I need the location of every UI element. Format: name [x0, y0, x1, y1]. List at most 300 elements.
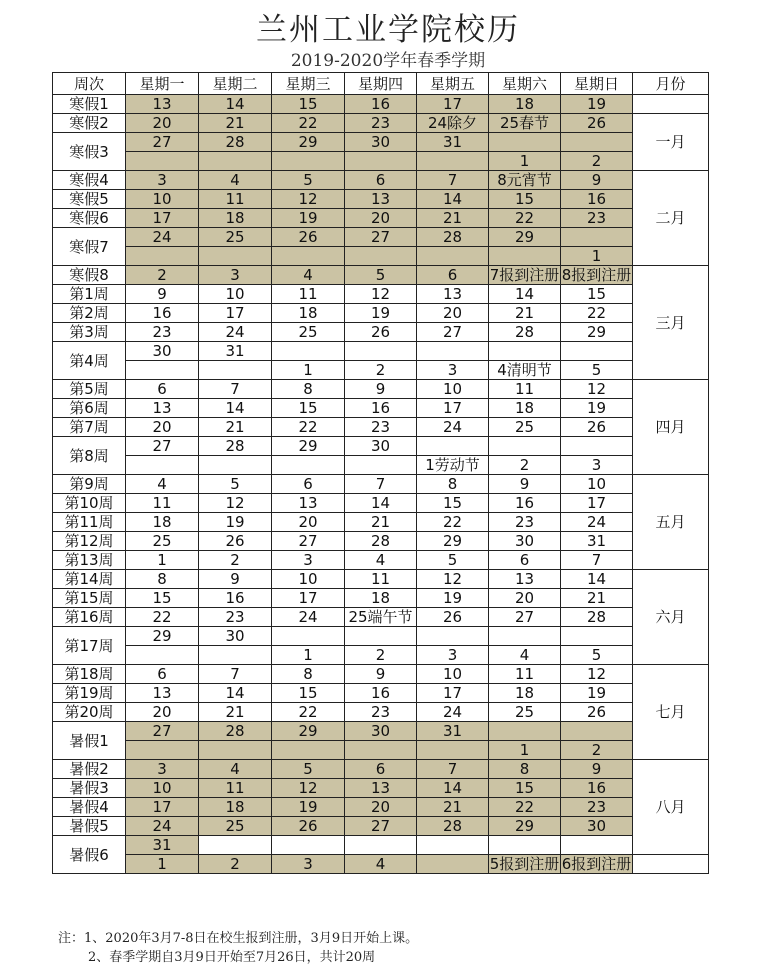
- table-row: [53, 532, 709, 551]
- day-cell: [417, 627, 489, 646]
- day-cell: 12: [199, 494, 272, 513]
- day-cell: 1: [561, 247, 633, 266]
- table-row: [53, 855, 709, 874]
- day-cell: 22: [489, 798, 561, 817]
- day-cell: 26: [199, 532, 272, 551]
- day-cell: 22: [272, 703, 345, 722]
- week-label: 第17周: [53, 627, 126, 665]
- day-cell: 13: [345, 190, 417, 209]
- table-row: [53, 589, 709, 608]
- note-2: 2、春季学期自3月9日开始至7月26日，共计20周: [88, 950, 376, 965]
- day-cell: 1劳动节: [417, 456, 489, 475]
- table-row: [53, 304, 709, 323]
- day-cell: 27: [417, 323, 489, 342]
- day-cell: 1: [126, 855, 199, 874]
- day-cell: 3: [561, 456, 633, 475]
- page-subtitle: 2019-2020学年春季学期: [290, 51, 486, 71]
- month-label: 八月: [633, 760, 709, 855]
- day-cell: 5: [272, 760, 345, 779]
- day-cell: 26: [561, 703, 633, 722]
- day-cell: 24: [272, 608, 345, 627]
- day-cell: 8: [489, 760, 561, 779]
- day-cell: 3: [417, 646, 489, 665]
- day-cell: 13: [126, 684, 199, 703]
- day-cell: 8: [272, 665, 345, 684]
- table-row: [53, 266, 709, 285]
- day-cell: 12: [272, 190, 345, 209]
- day-cell: 30: [345, 133, 417, 152]
- day-cell: 25: [126, 532, 199, 551]
- table-row: [53, 684, 709, 703]
- day-cell: 22: [272, 114, 345, 133]
- day-cell: [417, 437, 489, 456]
- day-cell: 20: [489, 589, 561, 608]
- day-cell: 13: [126, 95, 199, 114]
- day-cell: 9: [345, 665, 417, 684]
- header-week: 周次: [53, 73, 126, 95]
- table-row: [53, 570, 709, 589]
- day-cell: 20: [417, 304, 489, 323]
- week-label: 寒假7: [53, 228, 126, 266]
- week-label: 第19周: [53, 684, 126, 703]
- day-cell: 23: [561, 209, 633, 228]
- day-cell: 2: [489, 456, 561, 475]
- week-label: 第5周: [53, 380, 126, 399]
- table-row: [53, 399, 709, 418]
- day-cell: 28: [345, 532, 417, 551]
- week-label: 寒假1: [53, 95, 126, 114]
- day-cell: 4: [345, 855, 417, 874]
- day-cell: [561, 627, 633, 646]
- day-cell: 1: [272, 646, 345, 665]
- day-cell: 14: [489, 285, 561, 304]
- week-label: 寒假2: [53, 114, 126, 133]
- table-row: [53, 114, 709, 133]
- day-cell: 10: [272, 570, 345, 589]
- day-cell: 5报到注册: [489, 855, 560, 873]
- day-cell: 10: [417, 380, 489, 399]
- day-cell: 26: [561, 418, 633, 437]
- day-cell: 24: [199, 323, 272, 342]
- day-cell: [561, 836, 633, 855]
- day-cell: [417, 342, 489, 361]
- day-cell: 16: [489, 494, 561, 513]
- week-label: 第16周: [53, 608, 126, 627]
- day-cell: 28: [489, 323, 561, 342]
- day-cell: 13: [345, 779, 417, 798]
- table-row: [53, 247, 709, 266]
- day-cell: 27: [126, 437, 199, 456]
- day-cell: 11: [199, 779, 272, 798]
- day-cell: 15: [489, 190, 561, 209]
- day-cell: 16: [561, 779, 633, 798]
- day-cell: 25: [199, 817, 272, 836]
- week-label: 寒假8: [53, 266, 126, 285]
- day-cell: 26: [417, 608, 489, 627]
- day-cell: 29: [272, 722, 345, 741]
- day-cell: 18: [199, 209, 272, 228]
- day-cell: 11: [345, 570, 417, 589]
- day-cell: 2: [345, 361, 417, 380]
- day-cell: 26: [272, 817, 345, 836]
- day-cell: [489, 342, 561, 361]
- day-cell: 27: [126, 722, 199, 741]
- day-cell: 1: [489, 741, 561, 760]
- day-cell: 16: [561, 190, 633, 209]
- day-cell: 30: [489, 532, 561, 551]
- table-row: [53, 437, 709, 456]
- day-cell: 8: [272, 380, 345, 399]
- day-cell: 19: [561, 684, 633, 703]
- note-1: 注：1、2020年3月7-8日在校生报到注册，3月9日开始上课。: [58, 931, 419, 946]
- day-cell: 3: [272, 551, 345, 570]
- table-row: [53, 627, 709, 646]
- day-cell: 11: [126, 494, 199, 513]
- day-cell: [561, 342, 633, 361]
- day-cell: [561, 228, 633, 247]
- day-cell: 28: [417, 817, 489, 836]
- table-row: [53, 703, 709, 722]
- day-cell: [199, 646, 272, 665]
- day-cell: 14: [199, 684, 272, 703]
- month-label: 二月: [633, 171, 709, 266]
- day-cell: 24: [561, 513, 633, 532]
- day-cell: 7: [561, 551, 633, 570]
- day-cell: [489, 437, 561, 456]
- day-cell: 31: [561, 532, 633, 551]
- day-cell: 9: [489, 475, 561, 494]
- day-cell: 10: [199, 285, 272, 304]
- day-cell: [345, 456, 417, 475]
- calendar-body: [53, 95, 709, 874]
- month-label: 六月: [633, 570, 709, 665]
- week-label: 暑假3: [53, 779, 126, 798]
- week-label: 寒假4: [53, 171, 126, 190]
- day-cell: 3: [199, 266, 272, 285]
- day-cell: 6: [272, 475, 345, 494]
- day-cell: 3: [126, 760, 199, 779]
- week-label: 第13周: [53, 551, 126, 570]
- day-cell: 19: [272, 798, 345, 817]
- day-cell: 23: [561, 798, 633, 817]
- header-wed: 星期三: [272, 73, 345, 95]
- day-cell: 20: [126, 114, 199, 133]
- day-cell: 13: [272, 494, 345, 513]
- day-cell: 6: [126, 380, 199, 399]
- day-cell: 14: [199, 95, 272, 114]
- day-cell: 27: [272, 532, 345, 551]
- table-row: [53, 209, 709, 228]
- day-cell: 4: [126, 475, 199, 494]
- day-cell: 7: [417, 760, 489, 779]
- day-cell: [417, 836, 489, 855]
- day-cell: 5: [199, 475, 272, 494]
- day-cell: 9: [199, 570, 272, 589]
- day-cell: 14: [417, 779, 489, 798]
- day-cell: 17: [199, 304, 272, 323]
- day-cell: 26: [272, 228, 345, 247]
- day-cell: 25: [272, 323, 345, 342]
- day-cell: 19: [345, 304, 417, 323]
- week-label: 暑假1: [53, 722, 126, 760]
- day-cell: 5: [417, 551, 489, 570]
- day-cell: 24: [126, 228, 199, 247]
- day-cell: 4: [272, 266, 345, 285]
- day-cell: 22: [126, 608, 199, 627]
- day-cell: 14: [345, 494, 417, 513]
- day-cell: 18: [489, 399, 561, 418]
- day-cell: 12: [417, 570, 489, 589]
- day-cell: 29: [561, 323, 633, 342]
- day-cell: 7: [199, 380, 272, 399]
- header-row: [53, 73, 709, 95]
- day-cell: 20: [345, 209, 417, 228]
- day-cell: [417, 855, 489, 874]
- day-cell: 3: [417, 361, 489, 380]
- day-cell: 24除夕: [417, 114, 489, 133]
- day-cell: 28: [199, 437, 272, 456]
- week-label: 第7周: [53, 418, 126, 437]
- table-row: [53, 817, 709, 836]
- day-cell: 15: [417, 494, 489, 513]
- day-cell: 14: [417, 190, 489, 209]
- day-cell: 14: [199, 399, 272, 418]
- day-cell: [126, 646, 199, 665]
- day-cell: 22: [417, 513, 489, 532]
- day-cell: 3: [126, 171, 199, 190]
- day-cell: 15: [561, 285, 633, 304]
- day-cell: [199, 836, 272, 855]
- day-cell: 10: [417, 665, 489, 684]
- week-label: 寒假5: [53, 190, 126, 209]
- header-mon: 星期一: [126, 73, 199, 95]
- day-cell: 18: [126, 513, 199, 532]
- day-cell: 3: [272, 855, 345, 874]
- day-cell: 19: [561, 399, 633, 418]
- table-row: [53, 228, 709, 247]
- day-cell: 8报到注册: [561, 266, 632, 284]
- day-cell: [272, 152, 345, 171]
- day-cell: [417, 741, 489, 760]
- day-cell: 30: [199, 627, 272, 646]
- table-row: [53, 722, 709, 741]
- header-sun: 星期日: [561, 73, 633, 95]
- table-row: [53, 665, 709, 684]
- day-cell: 9: [561, 760, 633, 779]
- day-cell: 30: [126, 342, 199, 361]
- day-cell: 2: [199, 855, 272, 874]
- day-cell: [199, 152, 272, 171]
- day-cell: 16: [345, 399, 417, 418]
- week-label: 第1周: [53, 285, 126, 304]
- day-cell: 13: [417, 285, 489, 304]
- day-cell: 2: [561, 741, 633, 760]
- day-cell: 2: [561, 152, 633, 171]
- day-cell: 12: [561, 380, 633, 399]
- week-label: 第20周: [53, 703, 126, 722]
- day-cell: [345, 836, 417, 855]
- day-cell: 6报到注册: [561, 855, 632, 873]
- day-cell: 23: [489, 513, 561, 532]
- day-cell: 2: [126, 266, 199, 285]
- day-cell: 4: [199, 760, 272, 779]
- week-label: 暑假4: [53, 798, 126, 817]
- day-cell: 15: [272, 399, 345, 418]
- day-cell: 6: [345, 171, 417, 190]
- day-cell: 12: [345, 285, 417, 304]
- day-cell: 16: [345, 684, 417, 703]
- day-cell: 21: [199, 418, 272, 437]
- day-cell: 5: [561, 361, 633, 380]
- week-label: 第12周: [53, 532, 126, 551]
- month-label: 三月: [633, 266, 709, 380]
- day-cell: [345, 342, 417, 361]
- table-row: [53, 798, 709, 817]
- day-cell: 15: [126, 589, 199, 608]
- table-row: [53, 836, 709, 855]
- day-cell: 11: [489, 380, 561, 399]
- week-label: 寒假6: [53, 209, 126, 228]
- day-cell: 22: [489, 209, 561, 228]
- header-fri: 星期五: [417, 73, 489, 95]
- month-label: [633, 855, 709, 874]
- day-cell: 19: [272, 209, 345, 228]
- day-cell: [126, 247, 199, 266]
- day-cell: 6: [417, 266, 489, 285]
- day-cell: 8元宵节: [489, 171, 561, 190]
- page-title: 兰州工业学院校历: [256, 12, 520, 48]
- calendar-table: [52, 72, 709, 874]
- day-cell: 7: [345, 475, 417, 494]
- day-cell: 17: [126, 209, 199, 228]
- day-cell: 9: [561, 171, 633, 190]
- header-tue: 星期二: [199, 73, 272, 95]
- month-label: [633, 95, 709, 114]
- day-cell: 23: [345, 418, 417, 437]
- day-cell: 23: [126, 323, 199, 342]
- day-cell: 19: [561, 95, 633, 114]
- day-cell: 25端午节: [345, 608, 417, 627]
- table-row: [53, 133, 709, 152]
- day-cell: 16: [199, 589, 272, 608]
- day-cell: 6: [345, 760, 417, 779]
- day-cell: 9: [345, 380, 417, 399]
- day-cell: 21: [199, 114, 272, 133]
- week-label: 第11周: [53, 513, 126, 532]
- day-cell: 25: [489, 703, 561, 722]
- day-cell: [272, 456, 345, 475]
- day-cell: 30: [345, 722, 417, 741]
- day-cell: 1: [489, 152, 561, 171]
- day-cell: [561, 133, 633, 152]
- day-cell: 10: [126, 779, 199, 798]
- week-label: 第2周: [53, 304, 126, 323]
- day-cell: 30: [561, 817, 633, 836]
- day-cell: 27: [345, 228, 417, 247]
- day-cell: 17: [272, 589, 345, 608]
- day-cell: 13: [489, 570, 561, 589]
- table-row: [53, 323, 709, 342]
- day-cell: 5: [561, 646, 633, 665]
- day-cell: [126, 741, 199, 760]
- day-cell: 20: [126, 418, 199, 437]
- table-row: [53, 418, 709, 437]
- day-cell: 18: [345, 589, 417, 608]
- week-label: 第4周: [53, 342, 126, 380]
- day-cell: 31: [126, 836, 199, 855]
- day-cell: 5: [272, 171, 345, 190]
- day-cell: 19: [417, 589, 489, 608]
- day-cell: 23: [345, 703, 417, 722]
- day-cell: 25春节: [489, 114, 561, 133]
- day-cell: 31: [417, 133, 489, 152]
- day-cell: [272, 627, 345, 646]
- day-cell: 27: [126, 133, 199, 152]
- day-cell: [345, 741, 417, 760]
- table-row: [53, 494, 709, 513]
- table-row: [53, 171, 709, 190]
- week-label: 第10周: [53, 494, 126, 513]
- table-row: [53, 608, 709, 627]
- day-cell: 10: [561, 475, 633, 494]
- day-cell: 27: [489, 608, 561, 627]
- day-cell: 18: [199, 798, 272, 817]
- day-cell: 19: [199, 513, 272, 532]
- day-cell: 21: [345, 513, 417, 532]
- day-cell: 7: [199, 665, 272, 684]
- day-cell: 1: [126, 551, 199, 570]
- day-cell: 16: [345, 95, 417, 114]
- day-cell: [199, 361, 272, 380]
- week-label: 第18周: [53, 665, 126, 684]
- day-cell: 20: [345, 798, 417, 817]
- day-cell: 6: [489, 551, 561, 570]
- day-cell: 1: [272, 361, 345, 380]
- day-cell: 17: [417, 95, 489, 114]
- day-cell: 28: [417, 228, 489, 247]
- day-cell: 29: [272, 133, 345, 152]
- day-cell: 18: [489, 684, 561, 703]
- table-row: [53, 456, 709, 475]
- week-label: 暑假6: [53, 836, 126, 874]
- day-cell: [417, 247, 489, 266]
- table-row: [53, 779, 709, 798]
- header-sat: 星期六: [489, 73, 561, 95]
- day-cell: 7: [417, 171, 489, 190]
- header-thu: 星期四: [345, 73, 417, 95]
- day-cell: 21: [561, 589, 633, 608]
- day-cell: 28: [199, 722, 272, 741]
- day-cell: 20: [272, 513, 345, 532]
- day-cell: 31: [199, 342, 272, 361]
- day-cell: 2: [199, 551, 272, 570]
- day-cell: 18: [272, 304, 345, 323]
- day-cell: 5: [345, 266, 417, 285]
- day-cell: 26: [345, 323, 417, 342]
- day-cell: [345, 627, 417, 646]
- table-row: [53, 285, 709, 304]
- day-cell: 15: [272, 95, 345, 114]
- day-cell: [489, 836, 561, 855]
- day-cell: 2: [345, 646, 417, 665]
- day-cell: 9: [126, 285, 199, 304]
- notes: [58, 929, 418, 967]
- day-cell: 22: [272, 418, 345, 437]
- day-cell: 24: [417, 418, 489, 437]
- day-cell: 11: [199, 190, 272, 209]
- day-cell: [272, 247, 345, 266]
- week-label: 第14周: [53, 570, 126, 589]
